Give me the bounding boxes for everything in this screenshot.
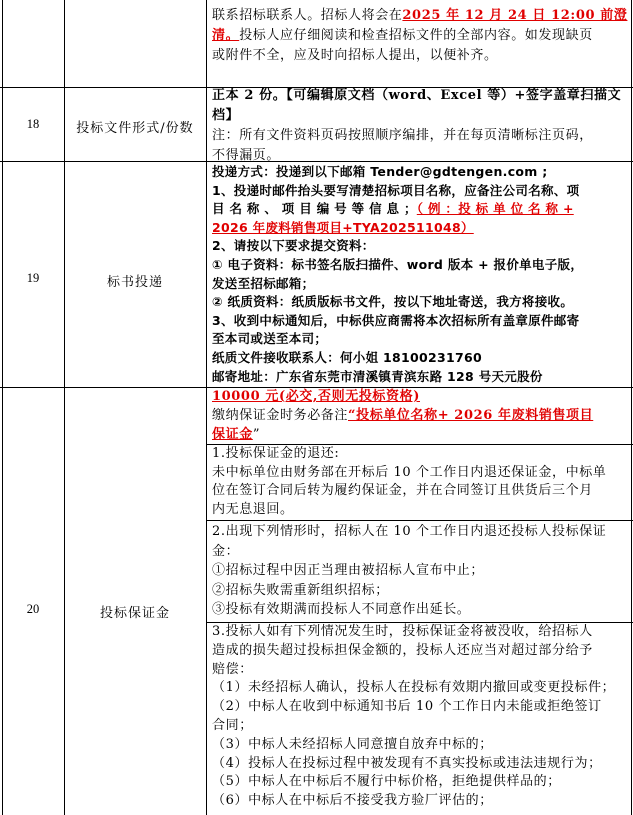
content-line: ①招标过程中因正当理由被招标人宣布中止； — [212, 563, 485, 579]
line-text: 缴纳保证金时务必备注 — [212, 408, 349, 423]
deposit-amount: 10000 元(必交,否则无投标资格) — [212, 389, 420, 404]
content-line: 3.投标人如有下列情况发生时，投标保证金将被没收，给招标人 — [212, 624, 593, 639]
content-line: 注：所有文件资料页码按照顺序编排，并在每页清晰标注页码， — [212, 128, 593, 143]
row19-content — [212, 163, 628, 386]
table-divider-item — [206, 0, 207, 815]
row-item-name: 投标文件形式/份数 — [76, 121, 194, 136]
content-line — [212, 6, 628, 26]
content-line: （3）中标人未经招标人同意擅自放弃中标的； — [212, 736, 493, 752]
row-item-name: 标书投递 — [106, 275, 163, 290]
content-line: 投递方式：投递到以下邮箱 Tender@gdtengen.com ; — [212, 164, 548, 179]
row-number: 18 — [26, 117, 40, 131]
content-line — [212, 200, 628, 219]
row17-content — [212, 6, 628, 66]
content-line — [212, 26, 628, 46]
remark-text: “投标单位名称+ 2026 年废料销售项目 — [348, 408, 594, 423]
deposit-forfeit-conditions — [212, 623, 628, 811]
content-line: 2、请按以下要求提交资料： — [212, 238, 375, 254]
content-line: 1、投递时邮件抬头要写清楚招标项目名称，应备注公司名称、项 — [212, 182, 580, 198]
content-line: 档】 — [212, 108, 240, 123]
example-text: （ 例 ：投 标 单 位 名 称 + — [416, 201, 574, 217]
line-text: ” — [252, 427, 261, 442]
row18-content — [212, 86, 628, 166]
content-line: （2）中标人在收到中标通知书后 10 个工作日内未能或拒绝签订 — [212, 699, 602, 715]
content-line: 3、收到中标通知后，中标供应商需将本次招标所有盖章原件邮寄 — [212, 312, 580, 328]
content-line: ②招标失败需重新组织招标； — [212, 582, 389, 598]
content-line: ② 纸质资料：纸质版标书文件，按以下地址寄送，我方将接收。 — [212, 294, 574, 310]
content-line: 正本 2 份。【可编辑原文档（word、Excel 等）+签字盖章扫描文 — [212, 88, 622, 103]
line-text: 投标人应仔细阅读和检查招标文件的全部内容。如发现缺页 — [239, 28, 593, 43]
deadline-text: 2025 年 12 月 24 日 12:00 前澄 — [402, 8, 628, 23]
remark-text: 保证金 — [212, 427, 253, 442]
deadline-text: 清。 — [212, 28, 240, 43]
content-line: （4）投标人在投标过程中被发现有不真实投标或违法违规行为； — [212, 755, 602, 771]
content-line: 不得漏页。 — [212, 148, 281, 163]
deposit-intro — [212, 387, 628, 444]
content-line: （1）未经招标人确认，投标人在投标有效期内撤回或变更投标件； — [212, 680, 616, 696]
content-line: 2.出现下列情形时，招标人在 10 个工作日内退还投标人投标保证 — [212, 524, 607, 539]
address-line: 邮寄地址：广东省东莞市清溪镇青滨东路 128 号天元股份 — [212, 368, 543, 384]
row-number: 20 — [26, 602, 40, 616]
row-number: 19 — [26, 271, 40, 285]
content-line: 未中标单位由财务部在开标后 10 个工作日内退还保证金，中标单 — [212, 464, 607, 480]
deposit-refund-section — [212, 445, 628, 519]
example-text: 2026 年废料销售项目+TYA202511048） — [212, 219, 474, 235]
cell-divider — [206, 520, 633, 521]
content-line — [212, 406, 628, 425]
content-line: 赔偿： — [212, 661, 253, 677]
content-line: 或附件不全，应及时向招标人提出，以便补齐。 — [212, 48, 498, 63]
content-line: ① 电子资料：标书签名版扫描件、word 版本 + 报价单电子版， — [212, 256, 584, 272]
content-line: 1.投标保证金的退还: — [212, 446, 340, 461]
content-line: 至本司或送至本司； — [212, 331, 328, 347]
content-line: 内无息退回。 — [212, 501, 294, 517]
line-text: 联系招标联系人。招标人将会在 — [212, 8, 403, 23]
content-line: 合同； — [212, 717, 253, 733]
deposit-return-conditions — [212, 522, 628, 620]
content-line — [212, 425, 628, 444]
contact-line: 纸质文件接收联系人：何小姐 18100231760 — [212, 349, 483, 365]
content-line: （5）中标人在中标后不履行中标价格，拒绝提供样品的； — [212, 774, 561, 790]
content-line: 发送至招标邮箱； — [212, 275, 315, 291]
table-border-right — [631, 0, 632, 815]
row-item-name: 投标保证金 — [99, 606, 170, 621]
content-line: 金： — [212, 543, 240, 559]
line-text: 目 名 称 、 项 目 编 号 等 信 息 ； — [212, 201, 417, 217]
content-line: 位在签订合同后转为履约保证金，并在合同签订且供货后三个月 — [212, 483, 593, 498]
content-line: ③投标有效期满而投标人不同意作出延长。 — [212, 602, 471, 618]
content-line: 造成的损失超过投标担保金额的，投标人还应当对超过部分给予 — [212, 642, 593, 658]
content-line: （6）中标人在中标后不接受我方验厂评估的； — [212, 793, 493, 809]
